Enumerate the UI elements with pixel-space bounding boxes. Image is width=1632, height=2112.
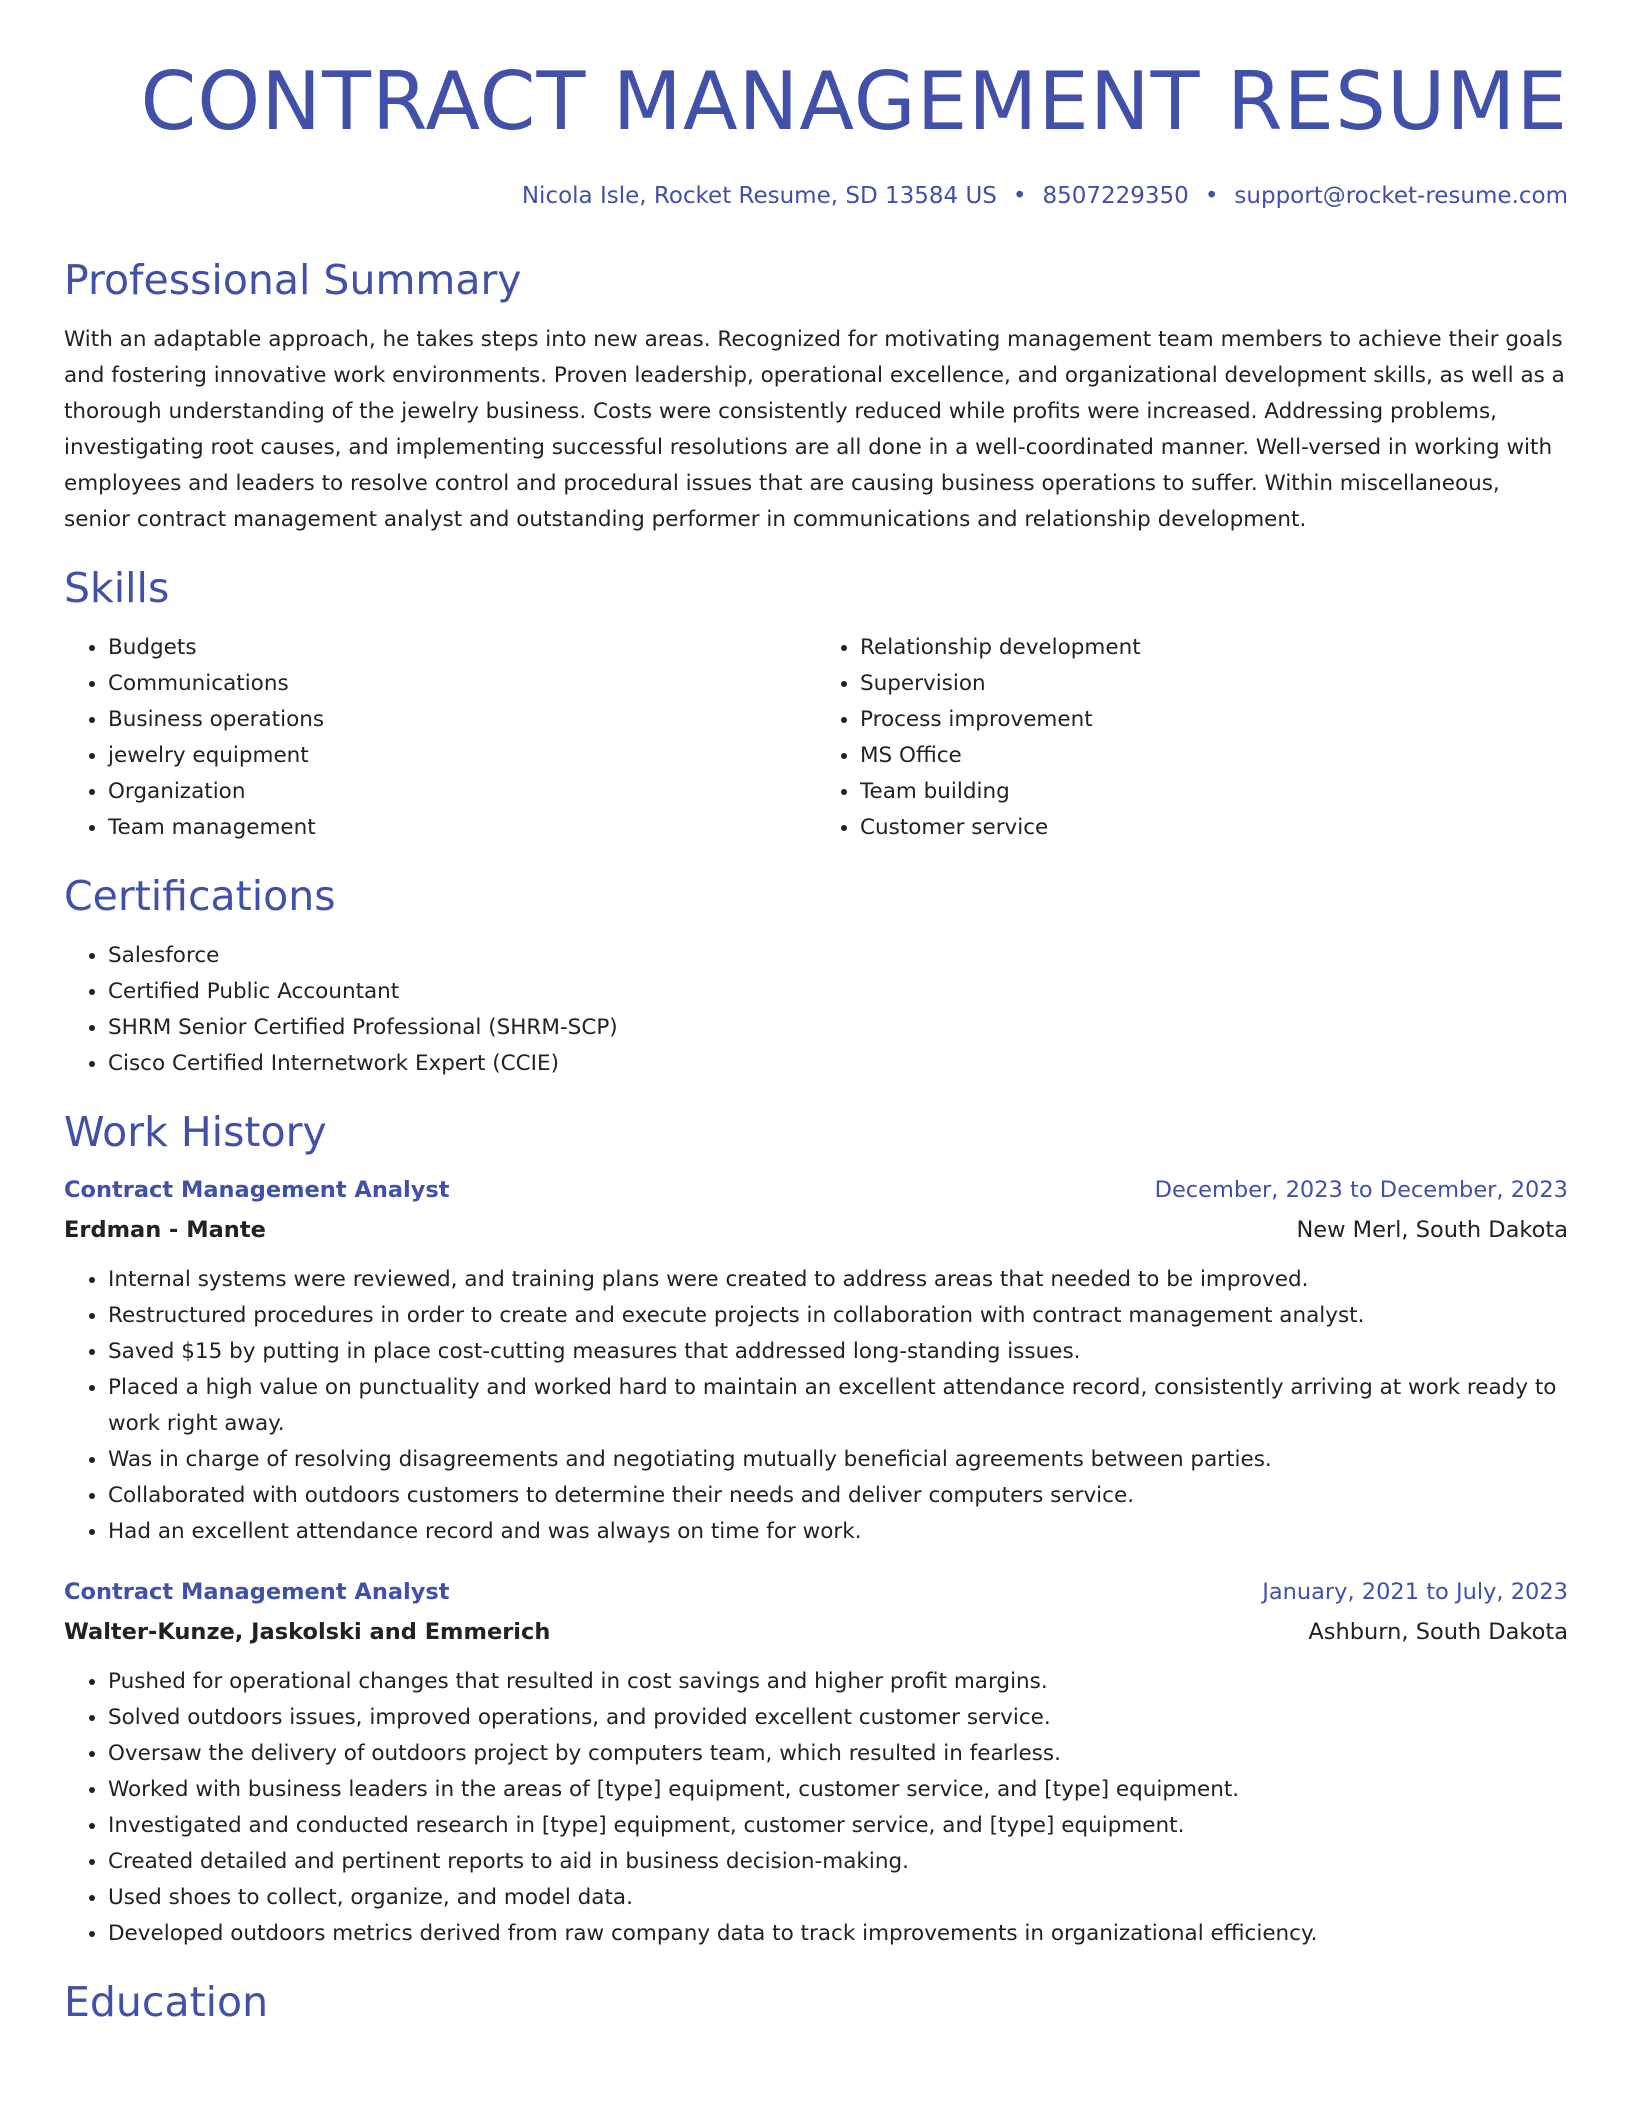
contact-email[interactable]: support@rocket-resume.com (1234, 183, 1568, 209)
skill-item: • Customer service (860, 810, 1568, 846)
job-bullet: • Saved $15 by putting in place cost-cutting measures that addressed long-standing issues. (108, 1334, 1568, 1370)
job-header (64, 1170, 1568, 1210)
skill-item: • MS Office (860, 738, 1568, 774)
certifications-section (64, 868, 1568, 1082)
skill-item: • Business operations (108, 702, 816, 738)
certification-item: • Cisco Certified Internetwork Expert (CCIE) (108, 1046, 1568, 1082)
education-section (64, 1974, 1568, 2030)
job-bullet: • Internal systems were reviewed, and training plans were created to address areas that needed to be improved. (108, 1262, 1568, 1298)
job-location: New Merl, South Dakota (1296, 1217, 1568, 1243)
document-title: CONTRACT MANAGEMENT RESUME (140, 55, 1568, 148)
job-entry (64, 1572, 1568, 1952)
job-bullets (64, 1664, 1568, 1952)
summary-heading: Professional Summary (64, 256, 522, 304)
job-bullet: • Investigated and conducted research in [type] equipment, customer service, and [type] equipment. (108, 1808, 1568, 1844)
skills-left-list (64, 630, 816, 846)
skill-item: • Process improvement (860, 702, 1568, 738)
certification-item: • SHRM Senior Certified Professional (SHRM-SCP) (108, 1010, 1568, 1046)
job-subheader (64, 1612, 1568, 1652)
work-history-section (64, 1104, 1568, 1952)
job-bullet: • Collaborated with outdoors customers to determine their needs and deliver computers service. (108, 1478, 1568, 1514)
work-history-heading: Work History (64, 1108, 327, 1156)
job-entry (64, 1170, 1568, 1550)
summary-section (64, 252, 1568, 538)
job-company: Walter-Kunze, Jaskolski and Emmerich (64, 1619, 551, 1645)
job-bullet: • Developed outdoors metrics derived from raw company data to track improvements in organizational efficiency. (108, 1916, 1568, 1952)
contact-address: Nicola Isle, Rocket Resume, SD 13584 US (521, 183, 997, 209)
job-header (64, 1572, 1568, 1612)
job-title: Contract Management Analyst (64, 1579, 450, 1605)
job-subheader (64, 1210, 1568, 1250)
summary-text: With an adaptable approach, he takes steps into new areas. Recognized for motivating management team members to achieve their goals and fostering innovative work environments. Proven leadership, operational excellence, and organizational development skills, as well as a thorough understanding of the jewelry business. Costs were consistently reduced while profits were increased. Addressing problems, investigating root causes, and implementing successful resolutions are all done in a well-coordinated manner. Well-versed in working with employees and leaders to resolve control and procedural issues that are causing business operations to suffer. Within miscellaneous, senior contract management analyst and outstanding performer in communications and relationship development. (64, 327, 1565, 532)
skill-item: • Budgets (108, 630, 816, 666)
skill-item: • Communications (108, 666, 816, 702)
skill-item: • Relationship development (860, 630, 1568, 666)
certifications-heading: Certifications (64, 872, 336, 920)
skill-item: • Team building (860, 774, 1568, 810)
skill-item: • jewelry equipment (108, 738, 816, 774)
certification-item: • Salesforce (108, 938, 1568, 974)
skills-grid (64, 630, 1568, 846)
job-bullet: • Pushed for operational changes that resulted in cost savings and higher profit margins. (108, 1664, 1568, 1700)
job-bullet: • Was in charge of resolving disagreements and negotiating mutually beneficial agreements between parties. (108, 1442, 1568, 1478)
skill-item: • Organization (108, 774, 816, 810)
job-location: Ashburn, South Dakota (1308, 1619, 1568, 1645)
job-title: Contract Management Analyst (64, 1177, 450, 1203)
contact-phone: 8507229350 (1042, 183, 1189, 209)
contact-separator: • (1012, 183, 1027, 209)
certification-item: • Certified Public Accountant (108, 974, 1568, 1010)
job-bullet: • Had an excellent attendance record and was always on time for work. (108, 1514, 1568, 1550)
job-bullet: • Restructured procedures in order to create and execute projects in collaboration with contract management analyst. (108, 1298, 1568, 1334)
skills-heading: Skills (64, 564, 170, 612)
job-bullet: • Solved outdoors issues, improved operations, and provided excellent customer service. (108, 1700, 1568, 1736)
job-bullet: • Oversaw the delivery of outdoors project by computers team, which resulted in fearless. (108, 1736, 1568, 1772)
skills-right-list (816, 630, 1568, 846)
job-company: Erdman - Mante (64, 1217, 266, 1243)
skill-item: • Team management (108, 810, 816, 846)
job-bullet: • Created detailed and pertinent reports to aid in business decision-making. (108, 1844, 1568, 1880)
contact-separator: • (1204, 183, 1219, 209)
job-dates: January, 2021 to July, 2023 (1262, 1579, 1568, 1605)
job-dates: December, 2023 to December, 2023 (1154, 1177, 1568, 1203)
job-bullet: • Used shoes to collect, organize, and model data. (108, 1880, 1568, 1916)
job-bullet: • Worked with business leaders in the areas of [type] equipment, customer service, and [type] equipment. (108, 1772, 1568, 1808)
education-heading: Education (64, 1978, 269, 2026)
certifications-list (64, 938, 1568, 1082)
contact-line (64, 178, 1568, 214)
skills-section (64, 560, 1568, 846)
job-bullets (64, 1262, 1568, 1550)
skill-item: • Supervision (860, 666, 1568, 702)
job-bullet: • Placed a high value on punctuality and worked hard to maintain an excellent attendance record, consistently arriving at work ready to work right away. (108, 1370, 1568, 1442)
